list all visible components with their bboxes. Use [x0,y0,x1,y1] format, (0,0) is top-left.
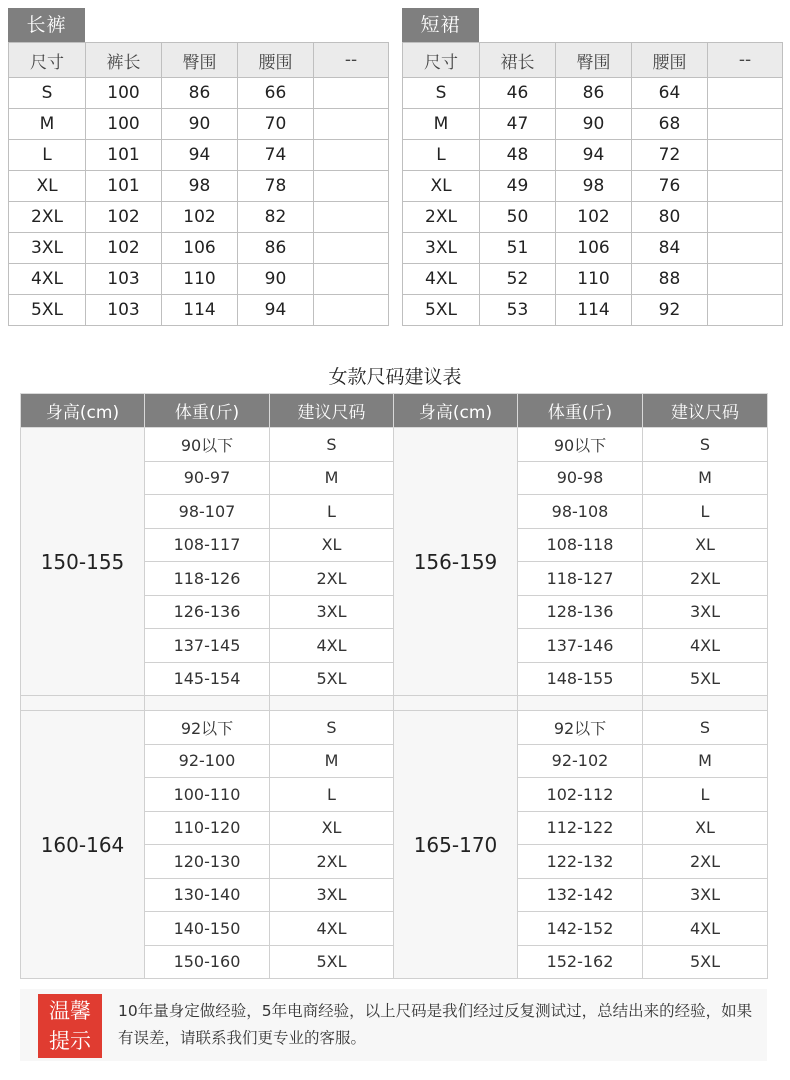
pants-cell: 78 [238,171,314,202]
skirt-cell: 90 [556,109,632,140]
pants-table-row [9,264,389,295]
skirt-cell: 50 [480,202,556,233]
skirt-cell: 53 [480,295,556,326]
suggested-size-cell: 2XL [643,845,768,879]
skirt-cell: 68 [632,109,708,140]
skirt-cell: 48 [480,140,556,171]
pants-cell [314,109,389,140]
skirt-table-row [403,109,783,140]
suggested-size-cell: 4XL [270,629,394,663]
tip-badge [38,994,102,1058]
suggested-size-cell: L [643,495,768,529]
suggested-size-cell: 2XL [643,562,768,596]
pants-cell: 3XL [9,233,86,264]
spacer-cell [643,696,768,711]
weight-cell: 90-98 [518,461,643,495]
pants-cell: 101 [86,171,162,202]
skirt-table-row [403,140,783,171]
skirt-header-cell: -- [708,43,783,78]
skirt-cell: 4XL [403,264,480,295]
pants-cell [314,202,389,233]
weight-cell: 100-110 [145,778,270,812]
skirt-title-tag: 短裙 [402,8,479,42]
skirt-cell [708,78,783,109]
skirt-header-cell: 臀围 [556,43,632,78]
skirt-cell: 114 [556,295,632,326]
skirt-table-row [403,233,783,264]
skirt-cell [708,233,783,264]
pants-header-cell: 腰围 [238,43,314,78]
pants-table-row [9,171,389,202]
pants-table-row [9,78,389,109]
weight-cell: 140-150 [145,912,270,946]
pants-cell: 110 [162,264,238,295]
pants-cell: 102 [162,202,238,233]
skirt-table-row [403,264,783,295]
weight-cell: 92以下 [518,711,643,745]
suggested-size-cell: 5XL [270,945,394,979]
weight-cell: 98-107 [145,495,270,529]
tip-badge-line2: 提示 [49,1029,91,1053]
skirt-cell: 52 [480,264,556,295]
pants-table-row [9,109,389,140]
group-spacer-row [21,696,768,711]
skirt-cell: 106 [556,233,632,264]
weight-cell: 102-112 [518,778,643,812]
pants-cell: 114 [162,295,238,326]
pants-header-cell: 裤长 [86,43,162,78]
pants-cell: 103 [86,264,162,295]
pants-cell: 5XL [9,295,86,326]
weight-cell: 118-127 [518,562,643,596]
skirt-table-row [403,171,783,202]
pants-cell: 90 [162,109,238,140]
skirt-cell: 94 [556,140,632,171]
pants-cell [314,140,389,171]
pants-size-table [8,42,389,326]
pants-cell: 102 [86,202,162,233]
weight-cell: 118-126 [145,562,270,596]
height-range-cell: 160-164 [21,711,145,979]
skirt-cell: 47 [480,109,556,140]
weight-cell: 152-162 [518,945,643,979]
skirt-cell: M [403,109,480,140]
skirt-cell [708,171,783,202]
suggested-size-cell: L [270,495,394,529]
recommendation-header-cell: 体重(斤) [518,394,643,428]
weight-cell: 92-102 [518,744,643,778]
suggested-size-cell: 3XL [643,595,768,629]
pants-cell: 86 [162,78,238,109]
pants-cell [314,295,389,326]
suggested-size-cell: XL [270,811,394,845]
pants-cell [314,233,389,264]
skirt-cell [708,140,783,171]
weight-cell: 90以下 [518,428,643,462]
skirt-cell: 46 [480,78,556,109]
skirt-cell [708,202,783,233]
skirt-cell: 92 [632,295,708,326]
suggested-size-cell: 4XL [270,912,394,946]
pants-cell: S [9,78,86,109]
pants-cell [314,171,389,202]
recommendation-row [21,711,768,745]
pants-cell: 100 [86,109,162,140]
pants-cell: 4XL [9,264,86,295]
weight-cell: 137-145 [145,629,270,663]
pants-cell: 100 [86,78,162,109]
tip-badge-line1: 温馨 [49,999,91,1023]
pants-header-row [9,43,389,78]
pants-header-cell: 尺寸 [9,43,86,78]
suggested-size-cell: S [270,428,394,462]
suggested-size-cell: XL [643,528,768,562]
suggested-size-cell: 4XL [643,629,768,663]
spacer-cell [518,696,643,711]
skirt-table-row [403,202,783,233]
skirt-cell: 51 [480,233,556,264]
skirt-cell [708,295,783,326]
weight-cell: 92以下 [145,711,270,745]
skirt-header-cell: 尺寸 [403,43,480,78]
pants-cell: 98 [162,171,238,202]
suggested-size-cell: 3XL [270,595,394,629]
pants-cell: M [9,109,86,140]
pants-cell: 2XL [9,202,86,233]
recommendation-header-cell: 建议尺码 [270,394,394,428]
pants-table-row [9,233,389,264]
suggested-size-cell: L [270,778,394,812]
skirt-cell: 86 [556,78,632,109]
weight-cell: 120-130 [145,845,270,879]
pants-header-cell: -- [314,43,389,78]
skirt-cell [708,264,783,295]
weight-cell: 132-142 [518,878,643,912]
recommendation-header-cell: 建议尺码 [643,394,768,428]
suggested-size-cell: M [270,461,394,495]
skirt-cell: 49 [480,171,556,202]
weight-cell: 90-97 [145,461,270,495]
tip-text: 10年量身定做经验，5年电商经验，以上尺码是我们经过反复测试过，总结出来的经验，如果有误差，请联系我们更专业的客服。 [118,1002,753,1047]
skirt-cell: 98 [556,171,632,202]
skirt-cell: 3XL [403,233,480,264]
spacer-cell [394,696,518,711]
skirt-cell: XL [403,171,480,202]
pants-cell: L [9,140,86,171]
pants-cell [314,78,389,109]
skirt-cell: 110 [556,264,632,295]
suggested-size-cell: XL [270,528,394,562]
recommendation-header-cell: 身高(cm) [394,394,518,428]
skirt-cell: 88 [632,264,708,295]
weight-cell: 98-108 [518,495,643,529]
weight-cell: 150-160 [145,945,270,979]
pants-cell: 66 [238,78,314,109]
height-range-cell: 165-170 [394,711,518,979]
pants-cell: 102 [86,233,162,264]
weight-cell: 90以下 [145,428,270,462]
suggested-size-cell: M [643,461,768,495]
weight-cell: 126-136 [145,595,270,629]
spacer-cell [270,696,394,711]
suggested-size-cell: 5XL [643,945,768,979]
skirt-cell: 76 [632,171,708,202]
weight-cell: 110-120 [145,811,270,845]
spacer-cell [145,696,270,711]
pants-cell: 103 [86,295,162,326]
suggested-size-cell: 3XL [270,878,394,912]
suggested-size-cell: XL [643,811,768,845]
skirt-table-row [403,78,783,109]
skirt-cell: S [403,78,480,109]
skirt-cell [708,109,783,140]
pants-cell: XL [9,171,86,202]
recommendation-header-row [21,394,768,428]
weight-cell: 92-100 [145,744,270,778]
weight-cell: 108-118 [518,528,643,562]
pants-cell: 90 [238,264,314,295]
skirt-table-row [403,295,783,326]
pants-cell: 101 [86,140,162,171]
skirt-cell: 102 [556,202,632,233]
recommendation-header-cell: 体重(斤) [145,394,270,428]
pants-header-cell: 臀围 [162,43,238,78]
pants-cell: 74 [238,140,314,171]
weight-cell: 142-152 [518,912,643,946]
pants-cell: 94 [162,140,238,171]
weight-cell: 130-140 [145,878,270,912]
weight-cell: 137-146 [518,629,643,663]
suggested-size-cell: 5XL [643,662,768,696]
recommendation-title: 女款尺码建议表 [328,366,462,388]
skirt-cell: 72 [632,140,708,171]
suggested-size-cell: 2XL [270,562,394,596]
pants-table-row [9,295,389,326]
pants-table-row [9,202,389,233]
skirt-cell: L [403,140,480,171]
weight-cell: 112-122 [518,811,643,845]
pants-table-row [9,140,389,171]
suggested-size-cell: S [643,428,768,462]
skirt-header-cell: 腰围 [632,43,708,78]
skirt-cell: 64 [632,78,708,109]
suggested-size-cell: S [643,711,768,745]
suggested-size-cell: S [270,711,394,745]
weight-cell: 148-155 [518,662,643,696]
pants-title-tag: 长裤 [8,8,85,42]
pants-cell: 82 [238,202,314,233]
recommendation-row [21,428,768,462]
skirt-cell: 5XL [403,295,480,326]
weight-cell: 108-117 [145,528,270,562]
pants-cell [314,264,389,295]
pants-cell: 94 [238,295,314,326]
skirt-size-table [402,42,783,326]
pants-cell: 70 [238,109,314,140]
height-range-cell: 150-155 [21,428,145,696]
suggested-size-cell: M [270,744,394,778]
weight-cell: 145-154 [145,662,270,696]
spacer-cell [21,696,145,711]
suggested-size-cell: 4XL [643,912,768,946]
suggested-size-cell: 3XL [643,878,768,912]
size-recommendation-table [20,393,768,979]
skirt-cell: 2XL [403,202,480,233]
suggested-size-cell: 2XL [270,845,394,879]
suggested-size-cell: 5XL [270,662,394,696]
skirt-header-row [403,43,783,78]
suggested-size-cell: L [643,778,768,812]
pants-cell: 86 [238,233,314,264]
height-range-cell: 156-159 [394,428,518,696]
recommendation-header-cell: 身高(cm) [21,394,145,428]
pants-cell: 106 [162,233,238,264]
skirt-cell: 80 [632,202,708,233]
weight-cell: 122-132 [518,845,643,879]
weight-cell: 128-136 [518,595,643,629]
skirt-cell: 84 [632,233,708,264]
suggested-size-cell: M [643,744,768,778]
skirt-header-cell: 裙长 [480,43,556,78]
